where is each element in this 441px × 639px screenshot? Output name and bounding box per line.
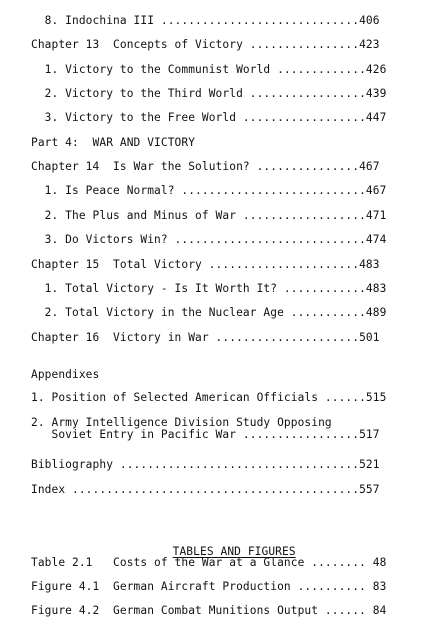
toc-line: 1. Position of Selected American Officials ......515 xyxy=(31,391,387,404)
appendixes-heading: Appendixes xyxy=(31,368,100,381)
toc-line: 3. Victory to the Free World ..................447 xyxy=(31,111,387,124)
toc-line: Bibliography ...................................521 xyxy=(31,458,380,471)
toc-chapter-line: Chapter 15 Total Victory ......................483 xyxy=(31,258,380,271)
toc-line: 2. Total Victory in the Nuclear Age ...........489 xyxy=(31,306,387,319)
toc-line: Soviet Entry in Pacific War .................517 xyxy=(31,428,380,441)
tables-figures-heading: TABLES AND FIGURES xyxy=(172,545,296,558)
toc-part-heading: Part 4: WAR AND VICTORY xyxy=(31,136,196,149)
toc-line: 3. Do Victors Win? ............................474 xyxy=(31,233,387,246)
toc-line: 8. Indochina III .............................406 xyxy=(31,14,380,27)
table-list-line: Table 2.1 Costs of the War at a Glance ........ 48 xyxy=(31,556,387,569)
toc-line: 2. The Plus and Minus of War ..................471 xyxy=(31,209,387,222)
toc-line: 1. Is Peace Normal? ...........................467 xyxy=(31,184,387,197)
toc-line: Index ..........................................557 xyxy=(31,483,380,496)
toc-line: 1. Victory to the Communist World .............426 xyxy=(31,63,387,76)
toc-chapter-line: Chapter 13 Concepts of Victory ................423 xyxy=(31,38,380,51)
toc-line: 1. Total Victory - Is It Worth It? ............483 xyxy=(31,282,387,295)
figure-list-line: Figure 4.2 German Combat Munitions Output ...... 84 xyxy=(31,604,387,617)
figure-list-line: Figure 4.1 German Aircraft Production .......... 83 xyxy=(31,580,387,593)
toc-chapter-line: Chapter 14 Is War the Solution? ...............467 xyxy=(31,160,380,173)
toc-line: 2. Victory to the Third World .................439 xyxy=(31,87,387,100)
toc-line: 2. Army Intelligence Division Study Opposing xyxy=(31,416,332,429)
toc-chapter-line: Chapter 16 Victory in War .....................501 xyxy=(31,331,380,344)
